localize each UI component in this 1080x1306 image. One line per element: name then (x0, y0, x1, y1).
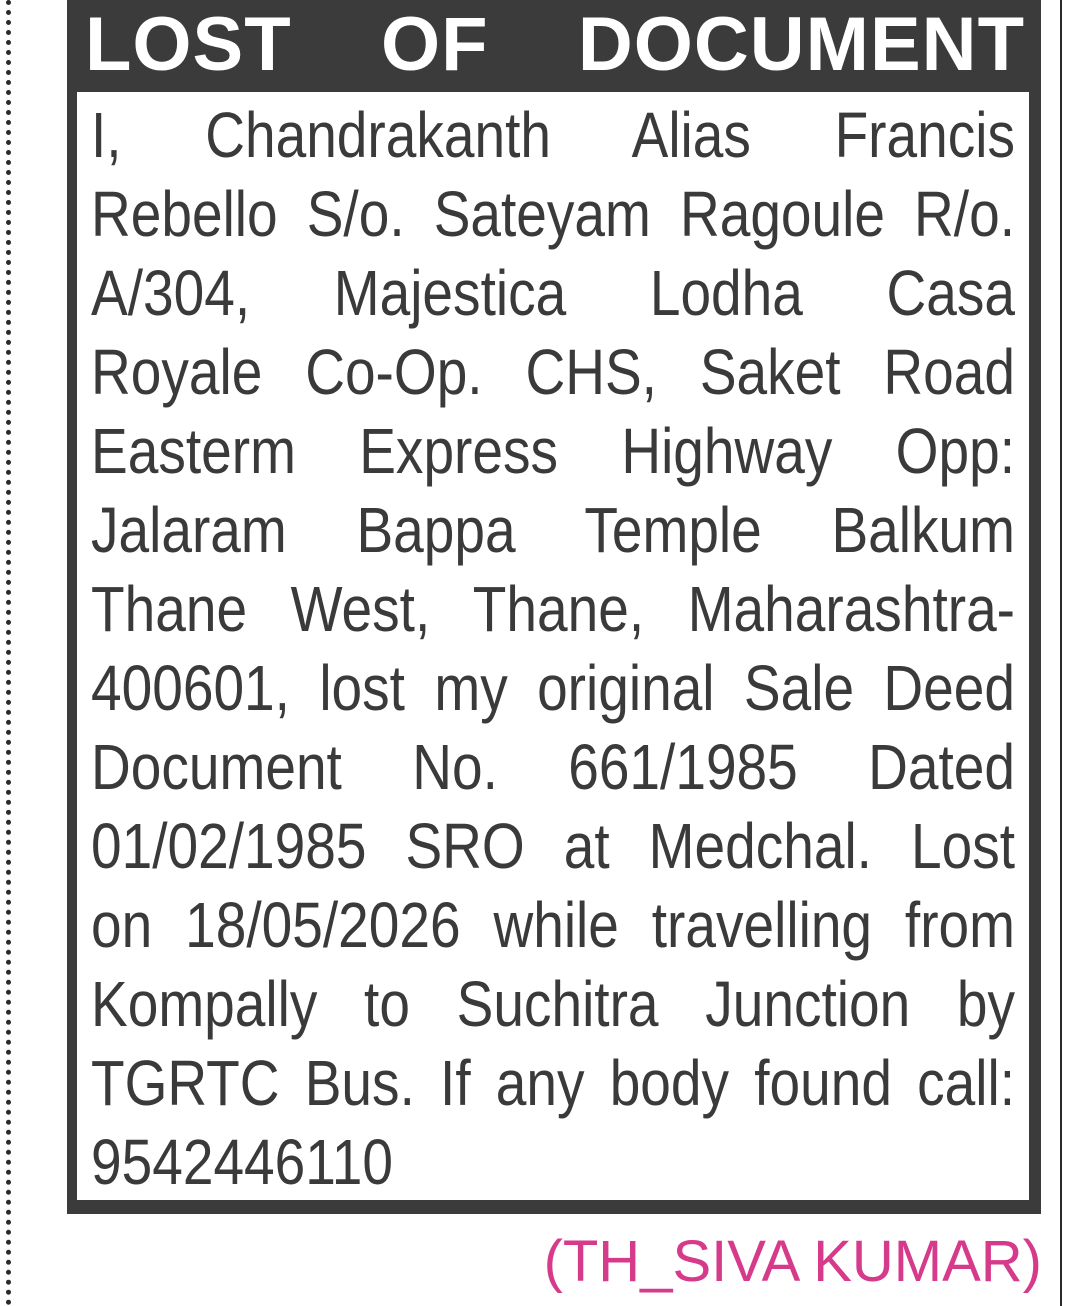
ad-line: Thane West, Thane, Maharashtra- (91, 573, 1016, 645)
classified-ad-box (67, 0, 1041, 1214)
ad-line-phone: 9542446110 (91, 1126, 394, 1198)
ad-line: TGRTC Bus. If any body found call: (91, 1047, 1016, 1119)
ad-line: Easterm Express Highway Opp: (91, 415, 1016, 487)
ad-line: 01/02/1985 SRO at Medchal. Lost (91, 810, 1016, 882)
column-divider-dotted (6, 0, 11, 1306)
ad-body (77, 92, 1029, 1200)
ad-title: LOST OF DOCUMENT (85, 2, 1025, 87)
ad-line: 400601, lost my original Sale Deed (91, 652, 1016, 724)
ad-line: A/304, Majestica Lodha Casa (91, 257, 1016, 329)
ad-line: Kompally to Suchitra Junction by (91, 968, 1016, 1040)
ad-line: Rebello S/o. Sateyam Ragoule R/o. (91, 178, 1016, 250)
ad-line: Royale Co-Op. CHS, Saket Road (91, 336, 1016, 408)
ad-line: I, Chandrakanth Alias Francis (91, 99, 1016, 171)
column-divider-rule (1060, 0, 1062, 1306)
ad-signature: (TH_SIVA KUMAR) (543, 1229, 1042, 1294)
ad-line: Document No. 661/1985 Dated (91, 731, 1016, 803)
ad-line: on 18/05/2026 while travelling from (91, 889, 1016, 961)
ad-line: Jalaram Bappa Temple Balkum (91, 494, 1016, 566)
